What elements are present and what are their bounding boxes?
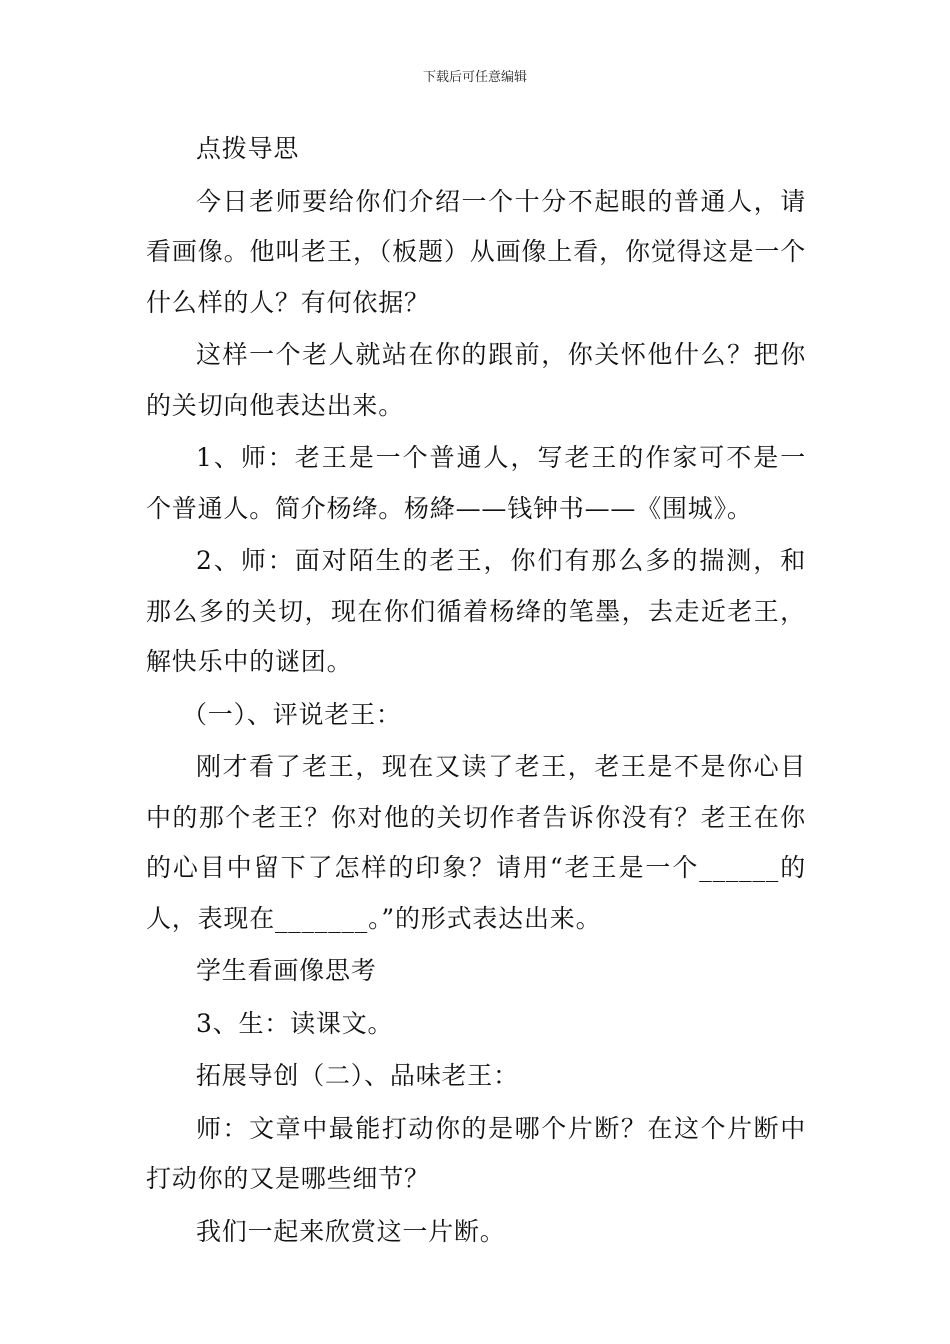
paragraph: 学生看画像思考 (196, 956, 377, 985)
paragraph: 这样一个老人就站在你的跟前，你关怀他什么？把你的关切向他表达出来。 (146, 340, 806, 420)
paragraph: 刚才看了老王，现在又读了老王，老王是不是你心目中的那个老王？你对他的关切作者告诉你没有？老王在你的心目中留下了怎样的印象？请用“老王是一个______的人，表现在_______。”的形式表达出来。 (146, 752, 806, 933)
page-header: 下载后可任意编辑 (422, 70, 527, 85)
paragraph: 我们一起来欣赏这一片断。 (196, 1216, 506, 1246)
paragraph: 今日老师要给你们介绍一个十分不起眼的普通人，请看画像。他叫老王，（板题）从画像上看，你觉得这是一个什么样的人？有何依据？ (146, 186, 806, 317)
document-body (146, 124, 806, 1259)
paragraph: 1、师：老王是一个普通人，写老王的作家可不是一个普通人。简介杨绛。杨絳——钱钟书——《围城》。 (146, 443, 806, 523)
paragraph: 3、生：读课文。 (196, 1008, 394, 1038)
paragraph: 2、师：面对陌生的老王，你们有那么多的揣测，和那么多的关切，现在你们循着杨绛的笔墨，去走近老王，解快乐中的谜团。 (146, 546, 806, 676)
paragraph: 师：文章中最能打动你的是哪个片断？在这个片断中打动你的又是哪些细节？ (146, 1113, 806, 1193)
section-heading: 点拨导思 (196, 134, 300, 163)
sub-heading: 拓展导创（二）、品味老王： (196, 1061, 519, 1090)
sub-heading: （一）、评说老王： (182, 699, 402, 729)
